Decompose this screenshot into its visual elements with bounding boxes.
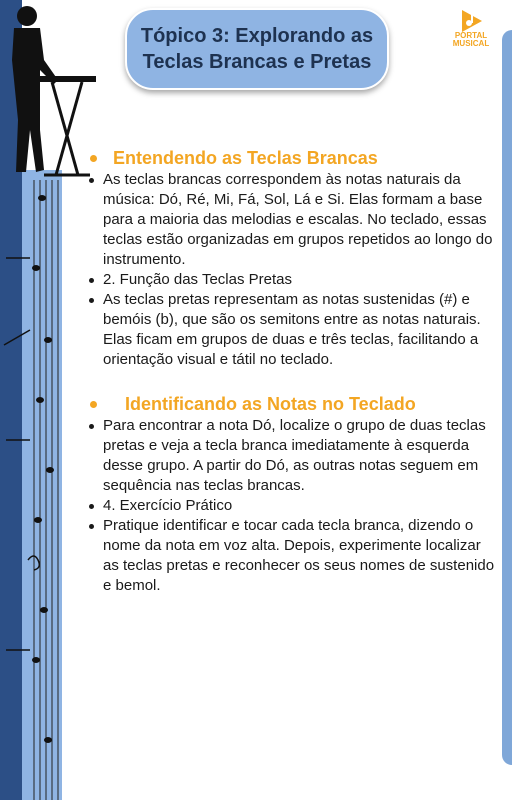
section-heading-2 (88, 392, 498, 416)
list-item: 2. Função das Teclas Pretas (88, 270, 498, 290)
logo-text-line-1: PORTAL (454, 31, 488, 40)
section-heading-2-text: Identificando as Notas no Teclado (125, 394, 416, 414)
section-heading-1-text: Entendendo as Teclas Brancas (113, 148, 378, 168)
list-item: Para encontrar a nota Dó, localize o grupo de duas teclas pretas e veja a tecla branca imediatamente à esquerda desse grupo. A partir do Dó, as outras notas seguem em sequência nas teclas brancas. (88, 416, 498, 496)
right-decor-strip (502, 30, 512, 765)
list-item: 4. Exercício Prático (88, 496, 498, 516)
content-area (88, 146, 498, 596)
list-item: As teclas brancas correspondem às notas naturais da música: Dó, Ré, Mi, Fá, Sol, Lá e Si. Elas formam a base para a maioria das melodias e escalas. No teclado, essas teclas estão organizadas em grupos repetidos ao longo do instrumento. (88, 170, 498, 270)
list-item: Pratique identificar e tocar cada tecla branca, dizendo o nome da nota em voz alta. Depois, experimente localizar as teclas pretas e reconhecer os seus nomes de sustenido e bemol. (88, 516, 498, 596)
list-item: As teclas pretas representam as notas sustenidas (#) e bemóis (b), que são os semitons entre as notas naturais. Elas ficam em grupos de duas e três teclas, facilitando a orientação visual e tátil no teclado. (88, 290, 498, 370)
heading-bullet-icon (90, 401, 97, 408)
title-banner (125, 8, 389, 90)
page-title-line-1: Tópico 3: Explorando as (140, 25, 374, 47)
logo-text-line-2: MUSICAL (452, 39, 490, 48)
section-heading-1 (88, 146, 498, 170)
page-title-line-2: Teclas Brancas e Pretas (142, 51, 372, 73)
portal-musical-logo (446, 8, 496, 54)
heading-bullet-icon (90, 155, 97, 162)
section-2-list (88, 416, 498, 596)
section-1-list (88, 170, 498, 370)
